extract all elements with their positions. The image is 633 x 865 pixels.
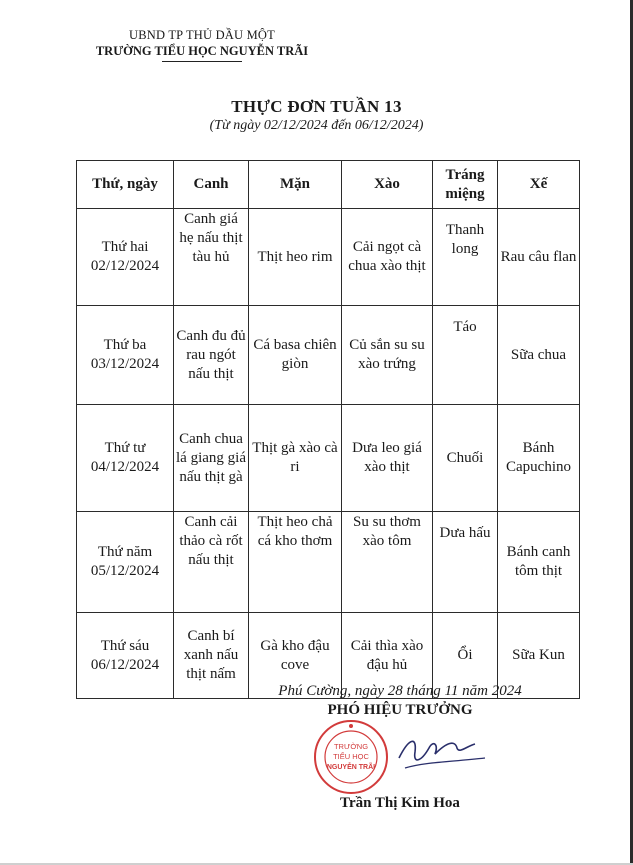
menu-title: THỰC ĐƠN TUẦN 13: [231, 97, 402, 116]
document-title: [0, 97, 633, 134]
day-date: 02/12/2024: [90, 258, 160, 274]
date-range: (Từ ngày 02/12/2024 đến 06/12/2024): [209, 118, 424, 133]
canh-cell: Canh bí xanh nấu thịt nấm: [174, 613, 249, 699]
day-name: Thứ tư: [104, 440, 146, 456]
day-name: Thứ năm: [97, 544, 153, 560]
canh-cell: Canh chua lá giang giá nấu thịt gà: [174, 405, 249, 512]
day-date: 06/12/2024: [90, 656, 160, 673]
signer-role: PHÓ HIỆU TRƯỞNG: [327, 702, 473, 718]
day-name: Thứ ba: [103, 337, 147, 353]
column-header-canh: Canh: [174, 161, 249, 209]
day-cell: [77, 613, 174, 699]
column-header-xao: Xào: [342, 161, 433, 209]
trang-mieng-cell: Thanh long: [433, 209, 498, 306]
place-date: Phú Cường, ngày 28 tháng 11 năm 2024: [278, 683, 522, 699]
man-cell: Cá basa chiên giòn: [249, 306, 342, 405]
xao-cell: Củ sắn su su xào trứng: [342, 306, 433, 405]
school-stamp: [312, 718, 390, 796]
stamp-text-line-2: TIỂU HỌC: [333, 752, 369, 761]
column-header-man: Mặn: [249, 161, 342, 209]
table-row: [77, 209, 580, 306]
xao-cell: Cải thìa xào đậu hủ: [342, 613, 433, 699]
day-name: Thứ sáu: [100, 637, 150, 654]
xe-cell: Bánh canh tôm thịt: [498, 512, 580, 613]
column-header-trang-mieng: Tráng miệng: [433, 161, 498, 209]
xe-cell: Rau câu flan: [498, 209, 580, 306]
man-cell: Gà kho đậu cove: [249, 613, 342, 699]
trang-mieng-cell: Dưa hấu: [433, 512, 498, 613]
trang-mieng-cell: Táo: [433, 306, 498, 405]
xao-cell: Cải ngọt cà chua xào thịt: [342, 209, 433, 306]
man-cell: Thịt heo rim: [249, 209, 342, 306]
canh-cell: Canh đu đủ rau ngót nấu thịt: [174, 306, 249, 405]
day-date: 03/12/2024: [90, 356, 160, 372]
header-underline: [162, 61, 242, 62]
table-row: [77, 306, 580, 405]
day-date: 05/12/2024: [90, 563, 160, 579]
day-cell: [77, 209, 174, 306]
stamp-star: [349, 724, 353, 728]
handwritten-signature: [395, 728, 490, 778]
day-name: Thứ hai: [101, 239, 149, 255]
xao-cell: Su su thơm xào tôm: [342, 512, 433, 613]
day-cell: [77, 512, 174, 613]
table-row: [77, 405, 580, 512]
day-cell: [77, 306, 174, 405]
table-row: [77, 512, 580, 613]
man-cell: Thịt gà xào cà ri: [249, 405, 342, 512]
column-header-day: Thứ, ngày: [77, 161, 174, 209]
trang-mieng-cell: Chuối: [433, 405, 498, 512]
signer-name: Trần Thị Kim Hoa: [340, 795, 460, 811]
canh-cell: Canh cải thảo cà rốt nấu thịt: [174, 512, 249, 613]
org-line-1: UBND TP THỦ DẦU MỘT: [129, 28, 275, 42]
trang-mieng-cell: Ổi: [433, 613, 498, 699]
xe-cell: Bánh Capuchino: [498, 405, 580, 512]
stamp-text-line-3: NGUYỄN TRÃI: [326, 764, 376, 771]
xe-cell: Sữa chua: [498, 306, 580, 405]
xao-cell: Dưa leo giá xào thịt: [342, 405, 433, 512]
weekly-menu-table: [76, 160, 580, 699]
canh-cell: Canh giá hẹ nấu thịt tàu hủ: [174, 209, 249, 306]
org-line-2: TRƯỜNG TIỂU HỌC NGUYỄN TRÃI: [95, 44, 309, 58]
man-cell: Thịt heo chả cá kho thơm: [249, 512, 342, 613]
table-header-row: [77, 161, 580, 209]
column-header-xe: Xế: [498, 161, 580, 209]
xe-cell: Sữa Kun: [498, 613, 580, 699]
stamp-text-line-1: TRƯỜNG: [333, 742, 369, 751]
day-cell: [77, 405, 174, 512]
organization-header: [72, 28, 332, 62]
day-date: 04/12/2024: [90, 459, 160, 475]
